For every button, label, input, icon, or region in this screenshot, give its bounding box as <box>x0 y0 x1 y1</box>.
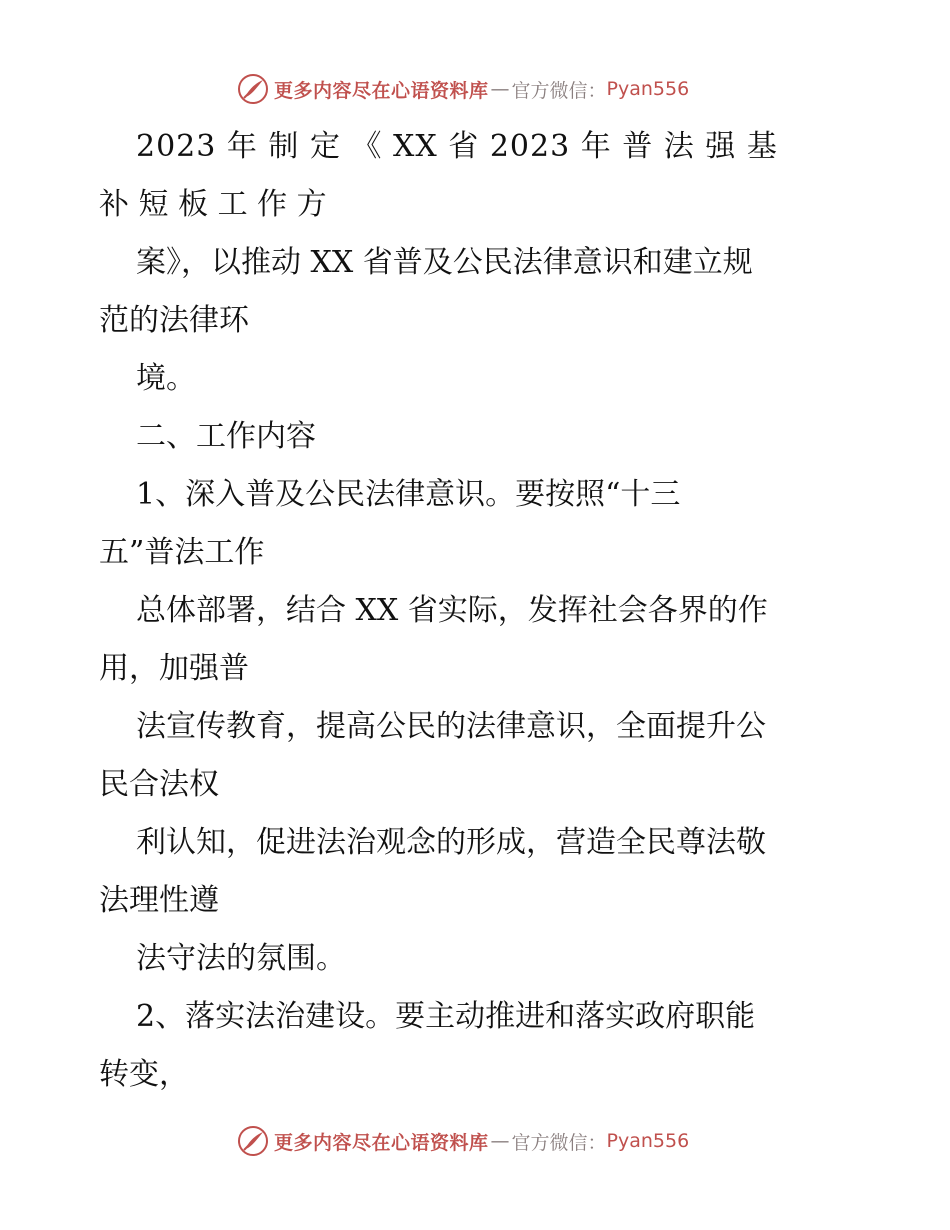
watermark-main-text: 更多内容尽在心语资料库 <box>274 79 489 102</box>
paragraph-line: 案》，以推动 XX 省普及公民法律意识和建立规 <box>136 245 753 280</box>
watermark-dash: — <box>490 78 510 100</box>
section-heading: 二、工作内容 <box>136 419 316 454</box>
paragraph-line: 2、落实法治建设。要主动推进和落实政府职能 <box>136 999 756 1034</box>
paragraph-line: 2023 年 制 定 《 XX 省 2023 年 普 法 强 基 <box>136 129 778 164</box>
paragraph-line: 范的法律环 <box>99 303 249 338</box>
paragraph-line: 法理性遵 <box>99 883 219 918</box>
paragraph-line: 用，加强普 <box>99 651 249 686</box>
paragraph-line: 境。 <box>136 361 196 396</box>
watermark-wechat-id: Pyan556 <box>606 78 690 100</box>
paragraph-line: 1、深入普及公民法律意识。要按照“十三 <box>136 477 681 512</box>
footer-watermark <box>236 1124 689 1158</box>
paragraph-line: 利认知，促进法治观念的形成，营造全民尊法敬 <box>136 825 766 860</box>
paragraph-line: 总体部署，结合 XX 省实际，发挥社会各界的作 <box>136 593 768 628</box>
paragraph-line: 法守法的氛围。 <box>136 941 346 976</box>
quill-logo-icon <box>236 1124 270 1158</box>
paragraph-line: 补 短 板 工 作 方 <box>99 187 327 222</box>
watermark-wechat-id: Pyan556 <box>606 1130 690 1152</box>
watermark-dash: — <box>490 1130 510 1152</box>
paragraph-line: 五”普法工作 <box>99 535 265 570</box>
quill-logo-icon <box>236 72 270 106</box>
header-watermark <box>236 72 689 106</box>
paragraph-line: 民合法权 <box>99 767 219 802</box>
paragraph-line: 法宣传教育，提高公民的法律意识，全面提升公 <box>136 709 766 744</box>
watermark-main-text: 更多内容尽在心语资料库 <box>274 1131 489 1154</box>
paragraph-line: 转变， <box>99 1057 189 1092</box>
watermark-tail-text: 官方微信： <box>511 79 607 102</box>
watermark-tail-text: 官方微信： <box>511 1131 607 1154</box>
